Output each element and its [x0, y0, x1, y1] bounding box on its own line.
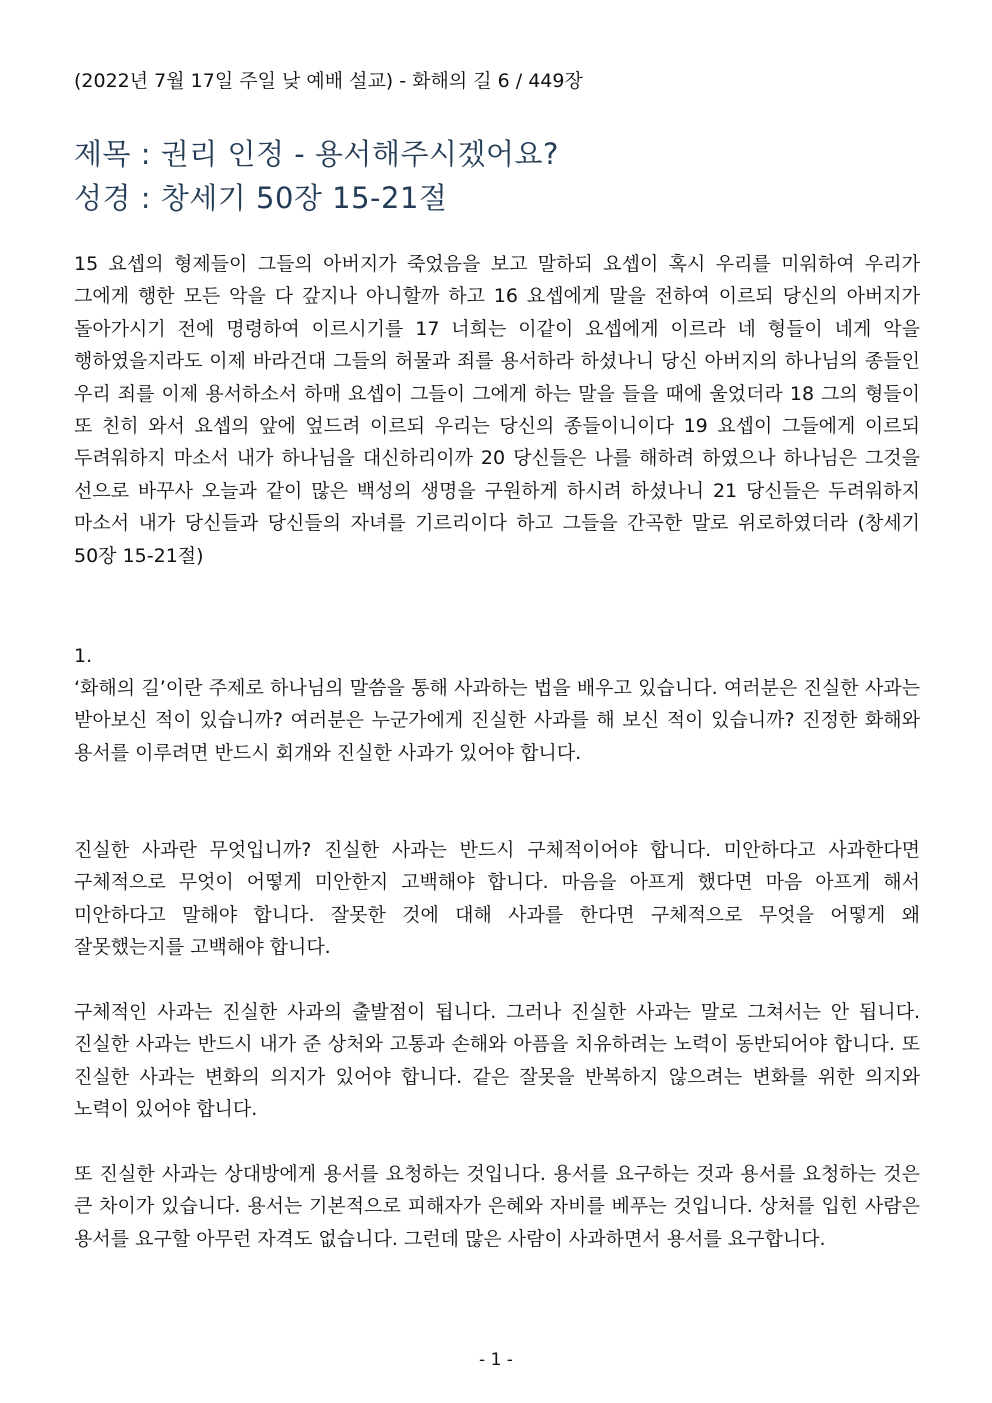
sermon-title: 제목 : 권리 인정 - 용서해주시겠어요? [74, 137, 559, 171]
body-paragraph: 구체적인 사과는 진실한 사과의 출발점이 됩니다. 그러나 진실한 사과는 말로 그쳐서는 안 됩니다. 진실한 사과는 반드시 내가 준 상처와 고통과 손해와 아픔을 치유하려는 노력이 동반되어야 합니다. 또 진실한 사과는 변화의 의지가 있어야 합니다. 같은 잘못을 반복하지 않으려는 변화를 위한 의지와 노력이 있어야 합니다. [74, 1001, 920, 1121]
sermon-title-block [74, 132, 934, 220]
body-paragraph: 또 진실한 사과는 상대방에게 용서를 요청하는 것입니다. 용서를 요구하는 것과 용서를 요청하는 것은 큰 차이가 있습니다. 용서는 기본적으로 피해자가 은혜와 자비를 베푸는 것입니다. 상처를 입힌 사람은 용서를 요구할 아무런 자격도 없습니다. 그런데 많은 사람이 사과하면서 용서를 요구합니다. [74, 1163, 920, 1250]
page-number: - 1 - [479, 1350, 513, 1370]
body-paragraph: 진실한 사과란 무엇입니까? 진실한 사과는 반드시 구체적이어야 합니다. 미안하다고 사과한다면 구체적으로 무엇이 어떻게 미안한지 고백해야 합니다. 마음을 아프게 했다면 마음 아프게 해서 미안하다고 말해야 합니다. 잘못한 것에 대해 사과를 한다면 구체적으로 무엇을 어떻게 왜 잘못했는지를 고백해야 합니다. [74, 839, 920, 959]
scripture-passage: 15 요셉의 형제들이 그들의 아버지가 죽었음을 보고 말하되 요셉이 혹시 우리를 미워하여 우리가 그에게 행한 모든 악을 다 갚지나 아니할까 하고 16 요셉에게 말을 전하여 이르되 당신의 아버지가 돌아가시기 전에 명령하여 이르시기를 17 너희는 이같이 요셉에게 이르라 네 형들이 네게 악을 행하였을지라도 이제 바라건대 그들의 허물과 죄를 용서하라 하셨나니 당신 아버지의 하나님의 종들인 우리 죄를 이제 용서하소서 하매 요셉이 그들이 그에게 하는 말을 들을 때에 울었더라 18 그의 형들이 또 친히 와서 요셉의 앞에 엎드려 이르되 우리는 당신의 종들이니이다 19 요셉이 그들에게 이르되 두려워하지 마소서 내가 하나님을 대신하리이까 20 당신들은 나를 해하려 하였으나 하나님은 그것을 선으로 바꾸사 오늘과 같이 많은 백성의 생명을 구원하게 하시려 하셨나니 21 당신들은 두려워하지 마소서 내가 당신들과 당신들의 자녀를 기르리이다 하고 그들을 간곡한 말로 위로하였더라 (창세기 50장 15-21절) [74, 253, 920, 567]
service-info-line: (2022년 7월 17일 주일 낮 예배 설교) - 화해의 길 6 / 449장 [74, 70, 583, 92]
section-number: 1. [74, 645, 93, 667]
body-paragraph: ‘화해의 길’이란 주제로 하나님의 말씀을 통해 사과하는 법을 배우고 있습니다. 여러분은 진실한 사과는 받아보신 적이 있습니까? 여러분은 누군가에게 진실한 사과를 해 보신 적이 있습니까? 진정한 화해와 용서를 이루려면 반드시 회개와 진실한 사과가 있어야 합니다. [74, 677, 920, 764]
scripture-reference: 성경 : 창세기 50장 15-21절 [74, 181, 448, 215]
